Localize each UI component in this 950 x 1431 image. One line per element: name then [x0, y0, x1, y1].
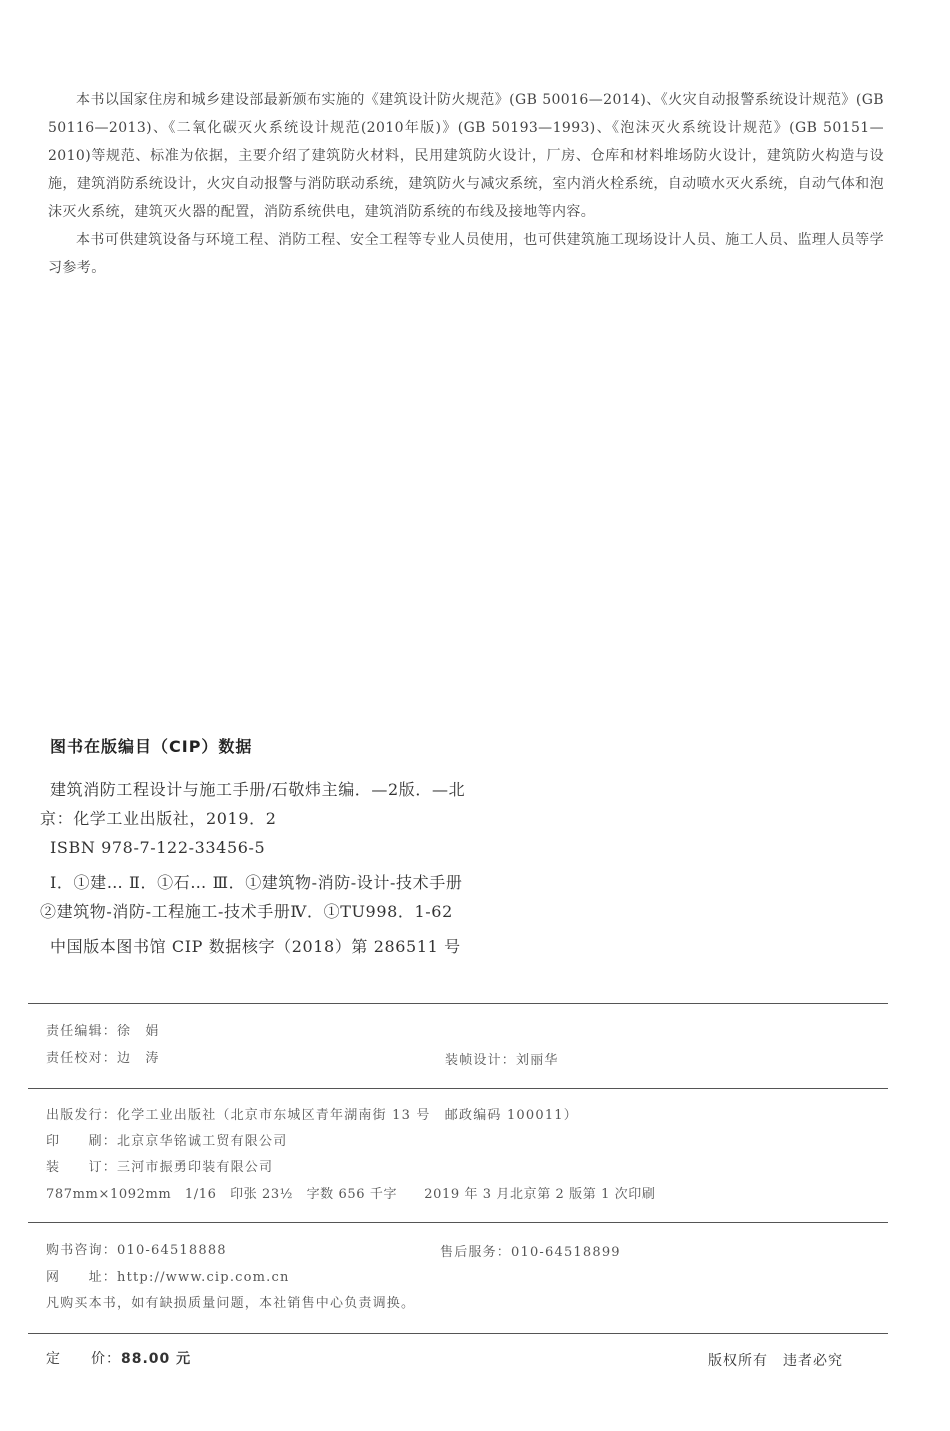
divider	[28, 1003, 888, 1004]
cip-isbn-line: ISBN 978-7-122-33456-5	[50, 838, 266, 857]
designer-credit: 装帧设计：刘丽华	[445, 1053, 559, 1068]
price-label: 定 价：	[46, 1351, 121, 1367]
description-paragraph-1: 本书以国家住房和城乡建设部最新颁布实施的《建筑设计防火规范》(GB 50016—2014)、《火灾自动报警系统设计规范》(GB 50116—2013)、《二氧化碳灭火系统设计规范(2010年版)》(GB 50193—1993)、《泡沫灭火系统设计规范》(GB 50151—2010)等规范、标准为依据，主要介绍了建筑防火材料，民用建筑防火设计，厂房、仓库和材料堆场防火设计，建筑防火构造与设施，建筑消防系统设计，火灾自动报警与消防联动系统，建筑防火与减灾系统，室内消火栓系统，自动喷水灭火系统，自动气体和泡沫灭火系统，建筑灭火器的配置，消防系统供电，建筑消防系统的布线及接地等内容。	[48, 92, 884, 220]
divider	[28, 1088, 888, 1089]
printer-info: 印 刷：北京京华铭诚工贸有限公司	[46, 1134, 288, 1149]
cip-classification-line-2: ②建筑物-消防-工程施工-技术手册Ⅳ．①TU998．1-62	[40, 902, 453, 921]
print-specs: 787mm×1092mm 1/16 印张 23½ 字数 656 千字 2019 年 3 月北京第 2 版第 1 次印刷	[46, 1187, 656, 1202]
service-hotline: 售后服务：010-64518899	[440, 1245, 621, 1260]
binder-info: 装 订：三河市振勇印装有限公司	[46, 1160, 274, 1175]
cip-publisher-line: 京：化学工业出版社，2019．2	[40, 809, 277, 828]
cip-data-block	[40, 734, 560, 961]
description-paragraph-2: 本书可供建筑设备与环境工程、消防工程、安全工程等专业人员使用，也可供建筑施工现场设计人员、施工人员、监理人员等学习参考。	[48, 232, 884, 276]
editor-credit: 责任编辑：徐 娟	[46, 1024, 160, 1039]
price	[46, 1348, 191, 1368]
cip-record-number: 中国版本图书馆 CIP 数据核字（2018）第 286511 号	[50, 937, 461, 956]
website-info: 网 址：http://www.cip.com.cn	[46, 1270, 290, 1285]
cip-heading: 图书在版编目（CIP）数据	[50, 737, 253, 756]
publisher-info: 出版发行：化学工业出版社（北京市东城区青年湖南街 13 号 邮政编码 100011）	[46, 1108, 578, 1123]
price-value: 88.00 元	[121, 1351, 192, 1367]
cip-classification-line: Ⅰ．①建… Ⅱ．①石… Ⅲ．①建筑物-消防-设计-技术手册	[50, 873, 463, 892]
divider	[28, 1333, 888, 1334]
divider	[28, 1222, 888, 1223]
purchase-hotline: 购书咨询：010-64518888	[46, 1243, 227, 1258]
proofreader-credit: 责任校对：边 涛	[46, 1051, 160, 1066]
return-notice: 凡购买本书，如有缺损质量问题，本社销售中心负责调换。	[46, 1296, 416, 1311]
copyright-notice: 版权所有 违者必究	[708, 1353, 843, 1369]
cip-title-line: 建筑消防工程设计与施工手册/石敬炜主编．—2版．—北	[50, 780, 466, 799]
book-description	[48, 86, 884, 282]
